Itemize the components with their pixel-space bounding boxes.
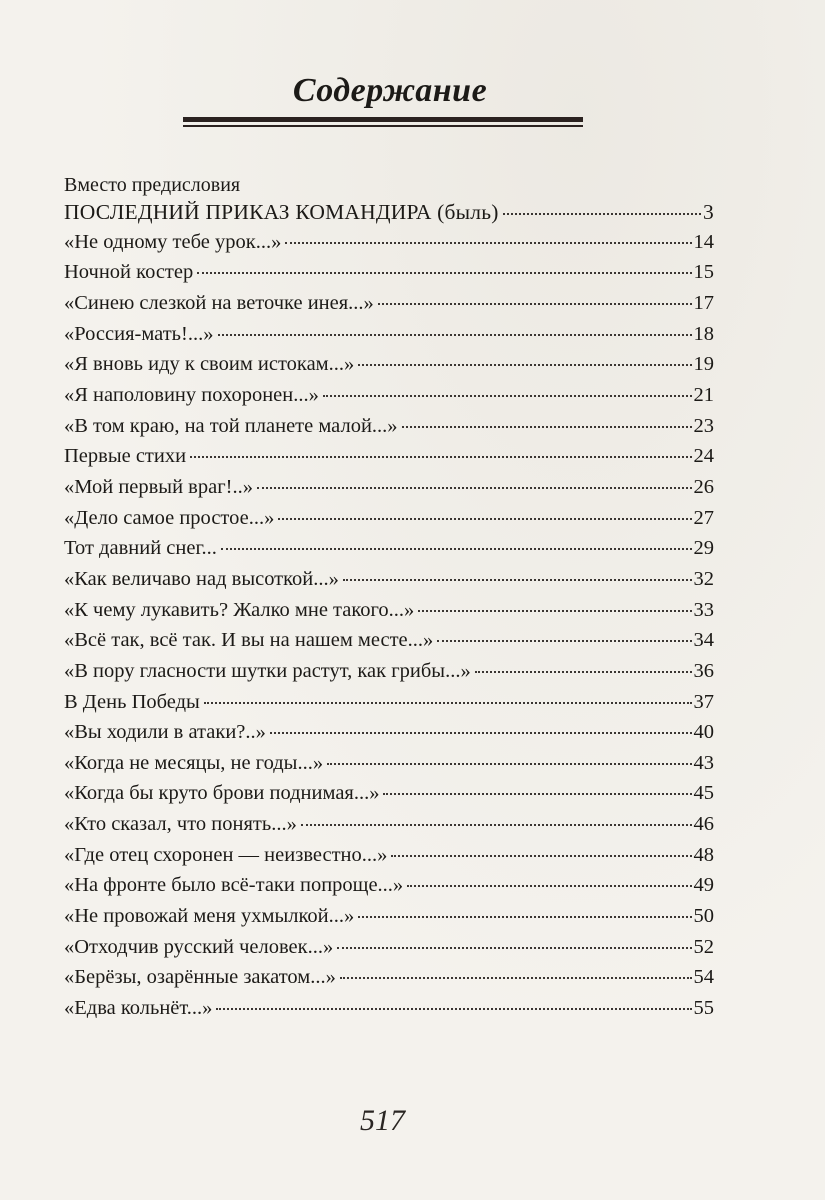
toc-entry: [64, 905, 714, 936]
toc-entry-title: В День Победы: [64, 690, 200, 713]
toc-entry-title: «Берёзы, озарённые закатом...»: [64, 966, 336, 989]
toc-entry: [64, 231, 714, 262]
toc-entry: [64, 966, 714, 997]
toc-entry: [64, 721, 714, 752]
toc-entry: [64, 752, 714, 783]
toc-entry-title: Ночной костер: [64, 261, 194, 284]
title-rule-thin: [183, 125, 583, 127]
toc-entry-page: 3: [703, 200, 714, 224]
toc-entry: [64, 445, 714, 476]
dot-leader: [278, 518, 691, 520]
toc-entry: [64, 691, 714, 722]
dot-leader: [437, 640, 691, 642]
dot-leader: [216, 1008, 691, 1010]
dot-leader: [402, 426, 692, 428]
toc-entry: [64, 844, 714, 875]
toc-entry-title: «Я вновь иду к своим истокам...»: [64, 353, 355, 376]
toc-entry-page: 19: [693, 353, 714, 376]
toc-entry: [64, 415, 714, 446]
toc-entry: [64, 476, 714, 507]
toc-entry: [64, 936, 714, 967]
toc-entry-title: «Синею слезкой на веточке инея...»: [64, 291, 374, 314]
dot-leader: [383, 793, 691, 795]
page-number: 517: [360, 1104, 405, 1137]
toc-entry-title: «Я наполовину похоронен...»: [64, 383, 319, 406]
intro-label: Вместо предисловия: [64, 174, 241, 196]
toc-entry-page: 52: [693, 935, 714, 958]
toc-entry-title: «Кто сказал, что понять...»: [64, 813, 297, 836]
toc-entry-page: 24: [693, 445, 714, 468]
toc-entry: [64, 323, 714, 354]
toc-entry: [64, 568, 714, 599]
toc-entry-page: 40: [693, 721, 714, 744]
dot-leader: [340, 977, 692, 979]
toc-entry: [64, 200, 714, 231]
toc-entry: [64, 629, 714, 660]
toc-entry-page: 55: [693, 997, 714, 1020]
toc-entry-page: 18: [693, 322, 714, 345]
toc-entry-page: 27: [693, 506, 714, 529]
toc-entry-title: «Едва кольнёт...»: [64, 997, 213, 1020]
toc-entry-title: «На фронте было всё-таки попроще...»: [64, 874, 404, 897]
toc-entry: [64, 537, 714, 568]
toc-entry-title: ПОСЛЕДНИЙ ПРИКАЗ КОМАНДИРА (быль): [64, 200, 499, 224]
toc-entry-page: 26: [693, 475, 714, 498]
toc-entry-title: «Вы ходили в атаки?..»: [64, 721, 266, 744]
title-rule-thick: [183, 117, 583, 122]
dot-leader: [327, 763, 691, 765]
toc-entry-title: «Когда бы круто брови поднимая...»: [64, 782, 380, 805]
page-title: Содержание: [292, 72, 488, 109]
toc-entry: [64, 599, 714, 630]
toc-entry-page: 21: [693, 383, 714, 406]
toc-entry-page: 37: [693, 690, 714, 713]
toc-entry-page: 15: [693, 261, 714, 284]
toc-entry-page: 36: [693, 659, 714, 682]
toc-entry-title: «Не провожай меня ухмылкой...»: [64, 905, 355, 928]
dot-leader: [270, 732, 692, 734]
toc-entry-title: «К чему лукавить? Жалко мне такого...»: [64, 598, 415, 621]
toc-entry: [64, 997, 714, 1028]
dot-leader: [190, 456, 691, 458]
toc-entry-page: 34: [693, 629, 714, 652]
toc-entry-page: 14: [693, 230, 714, 253]
toc-entry-page: 23: [693, 414, 714, 437]
toc-entry-page: 29: [693, 537, 714, 560]
dot-leader: [218, 334, 692, 336]
dot-leader: [197, 272, 691, 274]
toc-entry-title: «Где отец схоронен — неизвестно...»: [64, 843, 388, 866]
toc-entry-title: «Россия-мать!...»: [64, 322, 214, 345]
dot-leader: [204, 702, 692, 704]
dot-leader: [301, 824, 692, 826]
toc-entry-title: Первые стихи: [64, 445, 187, 468]
toc-entry: [64, 874, 714, 905]
dot-leader: [285, 242, 691, 244]
dot-leader: [391, 855, 691, 857]
toc-entry-page: 17: [693, 291, 714, 314]
toc-entry-page: 54: [693, 966, 714, 989]
dot-leader: [323, 395, 692, 397]
toc-entry-page: 50: [693, 905, 714, 928]
toc-entry: [64, 384, 714, 415]
dot-leader: [358, 916, 691, 918]
toc-entry-page: 46: [693, 813, 714, 836]
dot-leader: [475, 671, 692, 673]
toc-entry-page: 45: [693, 782, 714, 805]
toc-entry: [64, 292, 714, 323]
dot-leader: [343, 579, 692, 581]
table-of-contents: [64, 200, 714, 1028]
toc-entry: [64, 782, 714, 813]
toc-entry-title: «Дело самое простое...»: [64, 506, 275, 529]
toc-entry-title: «Не одному тебе урок...»: [64, 230, 282, 253]
toc-entry-title: Тот давний снег...: [64, 537, 217, 560]
toc-entry: [64, 353, 714, 384]
dot-leader: [257, 487, 692, 489]
toc-entry-title: «Как величаво над высоткой...»: [64, 567, 339, 590]
toc-entry-page: 33: [693, 598, 714, 621]
toc-entry-title: «Всё так, всё так. И вы на нашем месте...»: [64, 629, 434, 652]
toc-entry: [64, 660, 714, 691]
dot-leader: [418, 610, 691, 612]
toc-entry-page: 43: [693, 751, 714, 774]
toc-entry-title: «Когда не месяцы, не годы...»: [64, 751, 324, 774]
dot-leader: [337, 947, 691, 949]
toc-entry-page: 48: [693, 843, 714, 866]
toc-entry: [64, 813, 714, 844]
toc-entry: [64, 507, 714, 538]
dot-leader: [378, 303, 692, 305]
toc-entry-title: «В пору гласности шутки растут, как грибы...»: [64, 659, 471, 682]
toc-entry-page: 49: [693, 874, 714, 897]
toc-entry-title: «В том краю, на той планете малой...»: [64, 414, 398, 437]
toc-entry: [64, 261, 714, 292]
dot-leader: [221, 548, 692, 550]
toc-entry-page: 32: [693, 567, 714, 590]
toc-entry-title: «Мой первый враг!..»: [64, 475, 253, 498]
dot-leader: [503, 213, 701, 215]
dot-leader: [407, 885, 691, 887]
dot-leader: [358, 364, 691, 366]
toc-entry-title: «Отходчив русский человек...»: [64, 935, 334, 958]
